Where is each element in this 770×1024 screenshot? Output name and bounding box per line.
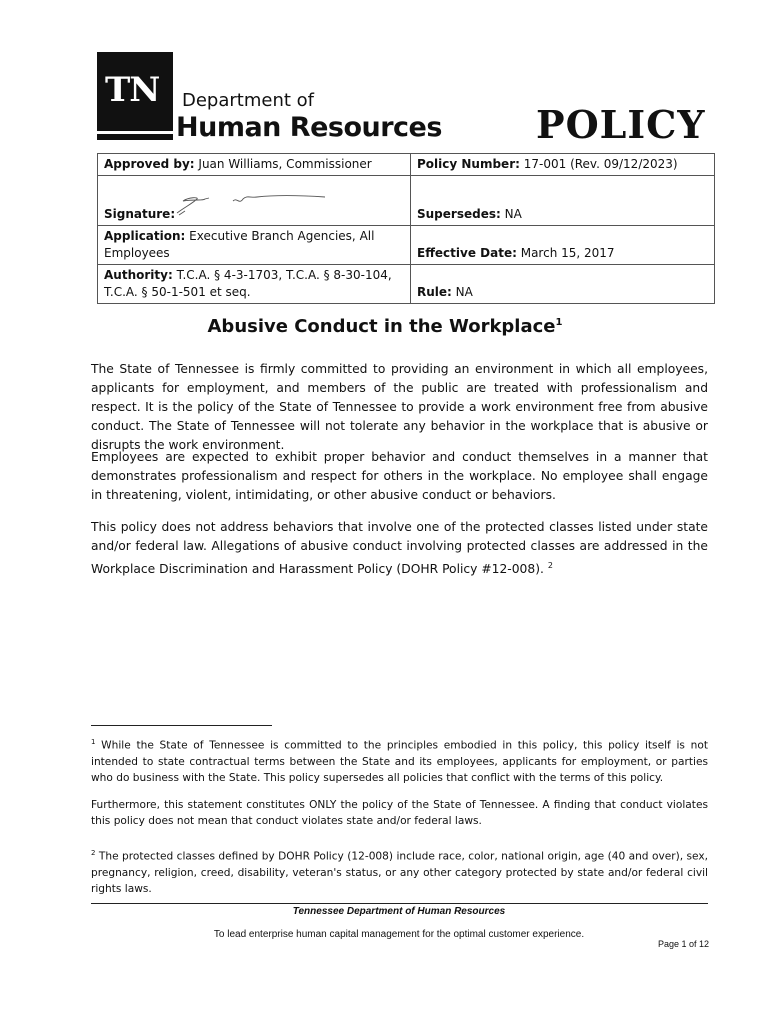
application-value: Executive Branch Agencies, All Employees [104,229,375,260]
paragraph-3 [91,518,708,579]
effective-date-value: March 15, 2017 [520,246,615,260]
footer-mission: To lead enterprise human capital management for the optimal customer experience. [213,929,585,940]
policy-number-value: 17-001 (Rev. 09/12/2023) [523,157,678,171]
application-cell [98,226,411,265]
signature-label: Signature: [104,207,176,221]
effective-date-cell [411,226,715,265]
footer-divider [91,903,708,904]
policy-number-label: Policy Number: [417,157,520,171]
paragraph-1: The State of Tennessee is firmly committed to providing an environment in which all employees, applicants for employment, and members of the public are treated with professionalism and respect. It is the policy of the State of Tennessee to provide a work environment free from abusive conduct. The State of Tennessee will not tolerate any behavior in the workplace that is abusive or disrupts the work environment. [91,362,708,452]
supersedes-value: NA [504,207,522,221]
approved-by-value: Juan Williams, Commissioner [198,157,372,171]
footnote-1 [91,734,708,786]
approved-by-label: Approved by: [104,157,195,171]
footnote-1-marker: 1 [91,738,96,746]
application-label: Application: [104,229,186,243]
policy-title [0,316,770,337]
supersedes-label: Supersedes: [417,207,501,221]
dept-line-2: Human Resources [176,112,442,143]
supersedes-cell [411,176,715,226]
footnote-1-continued: Furthermore, this statement constitutes ONLY the policy of the State of Tennessee. A finding that conduct violates this policy does not mean that conduct violates state and/or federal laws. [91,799,708,827]
doc-type-heading: POLICY [536,102,706,147]
footer-department: Tennessee Department of Human Resources [292,906,506,917]
footnote-2 [91,845,708,897]
paragraph-2: Employees are expected to exhibit proper behavior and conduct themselves in a manner that demonstrates professionalism and respect for others in the workplace. No employee shall engage in threatening, violent, intimidating, or other abusive conduct or behaviors. [91,450,708,502]
authority-label: Authority: [104,268,173,282]
authority-cell [98,265,411,304]
paragraph-3-text: This policy does not address behaviors that involve one of the protected classes listed under state and/or federal law. Allegations of abusive conduct involving protected classes are addressed in the Workplace Discrimination and Harassment Policy (DOHR Policy #12-008). [91,520,708,577]
footnote-2-marker: 2 [91,849,96,857]
rule-label: Rule: [417,285,452,299]
tn-logo [97,52,173,140]
page-number: Page 1 of 12 [657,939,709,949]
rule-value: NA [455,285,473,299]
footnote-1-text: While the State of Tennessee is committed to the principles embodied in this policy, this policy itself is not intended to state contractual terms between the State and its employees, applicants for employment, or parties who do business with the State. This policy supersedes all policies that conflict with the terms of this policy. [91,739,708,784]
rule-cell [411,265,715,304]
paragraph-3-footnote-marker: 2 [547,561,553,570]
signature-image [179,203,329,223]
policy-info-table [97,153,715,304]
dept-line-1: Department of [182,90,314,111]
logo-text: TN [105,70,160,110]
authority-value: T.C.A. § 4-3-1703, T.C.A. § 8-30-104, T.C.A. § 50-1-501 et seq. [104,268,392,299]
policy-title-text: Abusive Conduct in the Workplace [207,316,556,337]
approved-by-cell [98,154,411,176]
signature-cell [98,176,411,226]
footnote-divider [91,725,272,726]
footnote-2-text: The protected classes defined by DOHR Policy (12-008) include race, color, national origin, age (40 and over), sex, pregnancy, religion, creed, disability, veteran's status, or any other category protected by state and/or federal civil rights laws. [91,850,708,895]
title-footnote-marker: 1 [555,317,563,328]
effective-date-label: Effective Date: [417,246,517,260]
policy-number-cell [411,154,715,176]
